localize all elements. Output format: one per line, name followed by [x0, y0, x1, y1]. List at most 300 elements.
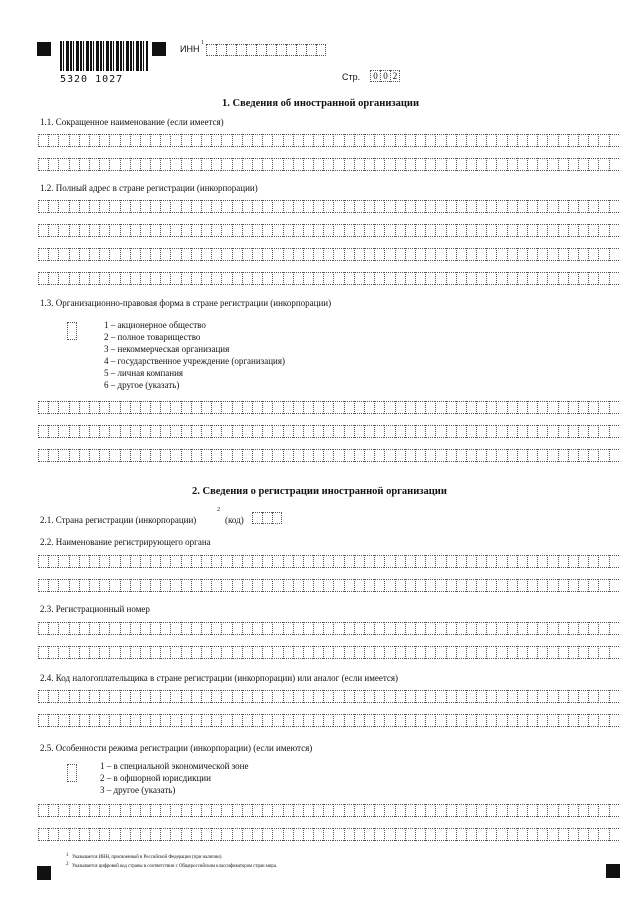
- input-cell[interactable]: [211, 272, 221, 285]
- input-cell[interactable]: [150, 646, 160, 659]
- input-cell[interactable]: [140, 272, 150, 285]
- input-cell[interactable]: [58, 828, 68, 841]
- input-cell[interactable]: [58, 804, 68, 817]
- input-cell[interactable]: [160, 272, 170, 285]
- input-cell[interactable]: [38, 449, 48, 462]
- input-cell[interactable]: [476, 714, 486, 727]
- input-cell[interactable]: [466, 828, 476, 841]
- input-cell[interactable]: [456, 828, 466, 841]
- input-cell[interactable]: [384, 714, 394, 727]
- input-cell[interactable]: [313, 224, 323, 237]
- input-cell[interactable]: [568, 401, 578, 414]
- input-cell[interactable]: [405, 158, 415, 171]
- input-cell[interactable]: [221, 200, 231, 213]
- input-cell[interactable]: [578, 579, 588, 592]
- input-cell[interactable]: [364, 200, 374, 213]
- input-cell[interactable]: [293, 425, 303, 438]
- input-cell[interactable]: [558, 401, 568, 414]
- input-cell[interactable]: [466, 425, 476, 438]
- input-cell[interactable]: [109, 714, 119, 727]
- input-cell[interactable]: [58, 134, 68, 147]
- input-cell[interactable]: [374, 449, 384, 462]
- input-cell[interactable]: [578, 401, 588, 414]
- input-cell[interactable]: [333, 272, 343, 285]
- input-cell[interactable]: [507, 622, 517, 635]
- input-cell[interactable]: [507, 134, 517, 147]
- input-cell[interactable]: [211, 425, 221, 438]
- input-cell[interactable]: [609, 248, 619, 261]
- input-cell[interactable]: [313, 579, 323, 592]
- input-cell[interactable]: [191, 555, 201, 568]
- input-cell[interactable]: [283, 804, 293, 817]
- input-cell[interactable]: [446, 690, 456, 703]
- input-cell[interactable]: [333, 714, 343, 727]
- input-cell[interactable]: [191, 449, 201, 462]
- input-cell[interactable]: [89, 690, 99, 703]
- input-cell[interactable]: [435, 401, 445, 414]
- input-cell[interactable]: [89, 272, 99, 285]
- input-cell[interactable]: [48, 200, 58, 213]
- input-cell[interactable]: [272, 579, 282, 592]
- input-cell[interactable]: [313, 449, 323, 462]
- input-cell[interactable]: [405, 401, 415, 414]
- input-cell[interactable]: [69, 200, 79, 213]
- input-cell[interactable]: [242, 579, 252, 592]
- input-cell[interactable]: [242, 646, 252, 659]
- registration-regime-other-row-1[interactable]: [38, 804, 619, 817]
- input-cell[interactable]: [191, 804, 201, 817]
- input-cell[interactable]: [415, 272, 425, 285]
- input-cell[interactable]: [140, 622, 150, 635]
- input-cell[interactable]: [150, 425, 160, 438]
- input-cell[interactable]: [547, 804, 557, 817]
- input-cell[interactable]: [201, 449, 211, 462]
- input-cell[interactable]: [109, 579, 119, 592]
- input-cell[interactable]: [446, 425, 456, 438]
- input-cell[interactable]: [364, 272, 374, 285]
- input-cell[interactable]: [170, 646, 180, 659]
- input-cell[interactable]: [272, 449, 282, 462]
- input-cell[interactable]: [547, 714, 557, 727]
- input-cell[interactable]: [537, 828, 547, 841]
- input-cell[interactable]: [181, 425, 191, 438]
- input-cell[interactable]: [221, 449, 231, 462]
- input-cell[interactable]: [354, 248, 364, 261]
- input-cell[interactable]: [293, 555, 303, 568]
- input-cell[interactable]: [323, 134, 333, 147]
- input-cell[interactable]: [598, 200, 608, 213]
- input-cell[interactable]: [425, 646, 435, 659]
- input-cell[interactable]: [79, 449, 89, 462]
- input-cell[interactable]: [558, 804, 568, 817]
- input-cell[interactable]: [588, 555, 598, 568]
- input-cell[interactable]: [547, 579, 557, 592]
- input-cell[interactable]: [109, 690, 119, 703]
- input-cell[interactable]: [160, 690, 170, 703]
- input-cell[interactable]: [384, 134, 394, 147]
- input-cell[interactable]: [303, 690, 313, 703]
- input-cell[interactable]: [354, 272, 364, 285]
- input-cell[interactable]: [323, 579, 333, 592]
- input-cell[interactable]: [456, 622, 466, 635]
- input-cell[interactable]: [547, 158, 557, 171]
- input-cell[interactable]: [384, 224, 394, 237]
- input-cell[interactable]: [496, 200, 506, 213]
- input-cell[interactable]: [517, 622, 527, 635]
- input-cell[interactable]: [456, 579, 466, 592]
- input-cell[interactable]: [160, 646, 170, 659]
- input-cell[interactable]: [99, 714, 109, 727]
- input-cell[interactable]: [507, 646, 517, 659]
- input-cell[interactable]: [405, 714, 415, 727]
- input-cell[interactable]: [588, 224, 598, 237]
- input-cell[interactable]: [507, 224, 517, 237]
- input-cell[interactable]: [38, 690, 48, 703]
- input-cell[interactable]: [344, 804, 354, 817]
- input-cell[interactable]: [435, 555, 445, 568]
- input-cell[interactable]: [170, 158, 180, 171]
- input-cell[interactable]: [333, 248, 343, 261]
- input-cell[interactable]: [38, 425, 48, 438]
- input-cell[interactable]: [89, 425, 99, 438]
- input-cell[interactable]: [507, 449, 517, 462]
- input-cell[interactable]: [354, 690, 364, 703]
- input-cell[interactable]: [507, 804, 517, 817]
- input-cell[interactable]: [170, 425, 180, 438]
- input-cell[interactable]: [588, 272, 598, 285]
- input-cell[interactable]: [252, 224, 262, 237]
- input-cell[interactable]: [293, 714, 303, 727]
- input-cell[interactable]: [558, 555, 568, 568]
- input-cell[interactable]: [232, 425, 242, 438]
- input-cell[interactable]: [527, 555, 537, 568]
- input-cell[interactable]: [384, 646, 394, 659]
- input-cell[interactable]: [354, 200, 364, 213]
- input-cell[interactable]: [303, 272, 313, 285]
- input-cell[interactable]: [201, 401, 211, 414]
- input-cell[interactable]: [38, 224, 48, 237]
- input-cell[interactable]: [262, 449, 272, 462]
- input-cell[interactable]: [486, 690, 496, 703]
- input-cell[interactable]: [79, 224, 89, 237]
- input-cell[interactable]: [150, 224, 160, 237]
- input-cell[interactable]: [384, 425, 394, 438]
- address-row-2[interactable]: [38, 224, 619, 237]
- input-cell[interactable]: [425, 579, 435, 592]
- input-cell[interactable]: [374, 690, 384, 703]
- input-cell[interactable]: [211, 555, 221, 568]
- input-cell[interactable]: [415, 224, 425, 237]
- input-cell[interactable]: [262, 714, 272, 727]
- input-cell[interactable]: [283, 622, 293, 635]
- input-cell[interactable]: [598, 646, 608, 659]
- input-cell[interactable]: [252, 449, 262, 462]
- input-cell[interactable]: [425, 401, 435, 414]
- input-cell[interactable]: [303, 158, 313, 171]
- input-cell[interactable]: [120, 828, 130, 841]
- input-cell[interactable]: [191, 622, 201, 635]
- input-cell[interactable]: [79, 804, 89, 817]
- input-cell[interactable]: [252, 579, 262, 592]
- input-cell[interactable]: [374, 714, 384, 727]
- input-cell[interactable]: [48, 425, 58, 438]
- input-cell[interactable]: [344, 622, 354, 635]
- input-cell[interactable]: [293, 622, 303, 635]
- input-cell[interactable]: [364, 714, 374, 727]
- input-cell[interactable]: [517, 828, 527, 841]
- input-cell[interactable]: [527, 425, 537, 438]
- input-cell[interactable]: [303, 714, 313, 727]
- input-cell[interactable]: [374, 224, 384, 237]
- input-cell[interactable]: [48, 828, 58, 841]
- input-cell[interactable]: [395, 449, 405, 462]
- input-cell[interactable]: [130, 248, 140, 261]
- input-cell[interactable]: [211, 714, 221, 727]
- input-cell[interactable]: [446, 224, 456, 237]
- inn-field[interactable]: [206, 44, 326, 56]
- input-cell[interactable]: [364, 158, 374, 171]
- input-cell[interactable]: [283, 714, 293, 727]
- input-cell[interactable]: [446, 579, 456, 592]
- input-cell[interactable]: [252, 401, 262, 414]
- input-cell[interactable]: [313, 272, 323, 285]
- input-cell[interactable]: [211, 449, 221, 462]
- input-cell[interactable]: [232, 158, 242, 171]
- input-cell[interactable]: [211, 248, 221, 261]
- input-cell[interactable]: [558, 646, 568, 659]
- input-cell[interactable]: [170, 200, 180, 213]
- input-cell[interactable]: [395, 134, 405, 147]
- input-cell[interactable]: [109, 134, 119, 147]
- input-cell[interactable]: [578, 158, 588, 171]
- input-cell[interactable]: [435, 200, 445, 213]
- input-cell[interactable]: [221, 224, 231, 237]
- input-cell[interactable]: [38, 828, 48, 841]
- input-cell[interactable]: [435, 449, 445, 462]
- registration-number-row-2[interactable]: [38, 646, 619, 659]
- input-cell[interactable]: [578, 449, 588, 462]
- input-cell[interactable]: [58, 690, 68, 703]
- input-cell[interactable]: [120, 714, 130, 727]
- input-cell[interactable]: [283, 272, 293, 285]
- input-cell[interactable]: [170, 248, 180, 261]
- input-cell[interactable]: [476, 425, 486, 438]
- input-cell[interactable]: [435, 158, 445, 171]
- input-cell[interactable]: [89, 646, 99, 659]
- input-cell[interactable]: [313, 714, 323, 727]
- input-cell[interactable]: [333, 646, 343, 659]
- input-cell[interactable]: [435, 224, 445, 237]
- input-cell[interactable]: [242, 828, 252, 841]
- input-cell[interactable]: [140, 158, 150, 171]
- input-cell[interactable]: [221, 134, 231, 147]
- input-cell[interactable]: [58, 622, 68, 635]
- input-cell[interactable]: [374, 158, 384, 171]
- input-cell[interactable]: [201, 555, 211, 568]
- input-cell[interactable]: [374, 828, 384, 841]
- input-cell[interactable]: [578, 622, 588, 635]
- input-cell[interactable]: [201, 804, 211, 817]
- input-cell[interactable]: [568, 714, 578, 727]
- input-cell[interactable]: [262, 200, 272, 213]
- input-cell[interactable]: [374, 622, 384, 635]
- input-cell[interactable]: [507, 828, 517, 841]
- input-cell[interactable]: [435, 272, 445, 285]
- input-cell[interactable]: [578, 272, 588, 285]
- input-cell[interactable]: [374, 425, 384, 438]
- input-cell[interactable]: [150, 690, 160, 703]
- input-cell[interactable]: [425, 158, 435, 171]
- input-cell[interactable]: [588, 200, 598, 213]
- registering-authority-row-1[interactable]: [38, 555, 619, 568]
- input-cell[interactable]: [558, 449, 568, 462]
- input-cell[interactable]: [242, 200, 252, 213]
- input-cell[interactable]: [58, 272, 68, 285]
- input-cell[interactable]: [384, 579, 394, 592]
- input-cell[interactable]: [48, 646, 58, 659]
- input-cell[interactable]: [364, 425, 374, 438]
- input-cell[interactable]: [486, 158, 496, 171]
- input-cell[interactable]: [272, 224, 282, 237]
- input-cell[interactable]: [120, 401, 130, 414]
- input-cell[interactable]: [130, 134, 140, 147]
- registration-regime-other-row-2[interactable]: [38, 828, 619, 841]
- input-cell[interactable]: [69, 714, 79, 727]
- input-cell[interactable]: [547, 555, 557, 568]
- input-cell[interactable]: [58, 555, 68, 568]
- input-cell[interactable]: [476, 579, 486, 592]
- input-cell[interactable]: [246, 44, 256, 56]
- input-cell[interactable]: [507, 579, 517, 592]
- input-cell[interactable]: [160, 425, 170, 438]
- input-cell[interactable]: [160, 804, 170, 817]
- input-cell[interactable]: [181, 200, 191, 213]
- input-cell[interactable]: [568, 449, 578, 462]
- input-cell[interactable]: [456, 425, 466, 438]
- input-cell[interactable]: [293, 158, 303, 171]
- input-cell[interactable]: [496, 224, 506, 237]
- input-cell[interactable]: [58, 224, 68, 237]
- input-cell[interactable]: [232, 622, 242, 635]
- input-cell[interactable]: [150, 272, 160, 285]
- input-cell[interactable]: [558, 224, 568, 237]
- input-cell[interactable]: [69, 425, 79, 438]
- input-cell[interactable]: [48, 134, 58, 147]
- input-cell[interactable]: [425, 449, 435, 462]
- input-cell[interactable]: [598, 622, 608, 635]
- input-cell[interactable]: [578, 134, 588, 147]
- input-cell[interactable]: [79, 579, 89, 592]
- input-cell[interactable]: [537, 200, 547, 213]
- input-cell[interactable]: [130, 200, 140, 213]
- input-cell[interactable]: [486, 828, 496, 841]
- input-cell[interactable]: [517, 714, 527, 727]
- input-cell[interactable]: [547, 248, 557, 261]
- input-cell[interactable]: [69, 622, 79, 635]
- input-cell[interactable]: [486, 425, 496, 438]
- input-cell[interactable]: [272, 690, 282, 703]
- input-cell[interactable]: [344, 555, 354, 568]
- input-cell[interactable]: [252, 828, 262, 841]
- input-cell[interactable]: [374, 401, 384, 414]
- input-cell[interactable]: [120, 690, 130, 703]
- input-cell[interactable]: [283, 248, 293, 261]
- input-cell[interactable]: [191, 828, 201, 841]
- input-cell[interactable]: [537, 425, 547, 438]
- input-cell[interactable]: [344, 134, 354, 147]
- input-cell[interactable]: [415, 158, 425, 171]
- input-cell[interactable]: [496, 401, 506, 414]
- input-cell[interactable]: [527, 158, 537, 171]
- input-cell[interactable]: [120, 555, 130, 568]
- input-cell[interactable]: [323, 646, 333, 659]
- input-cell[interactable]: [496, 690, 506, 703]
- input-cell[interactable]: [38, 401, 48, 414]
- input-cell[interactable]: [415, 622, 425, 635]
- legal-form-other-row-3[interactable]: [38, 449, 619, 462]
- input-cell[interactable]: [476, 622, 486, 635]
- input-cell[interactable]: [283, 401, 293, 414]
- address-row-1[interactable]: [38, 200, 619, 213]
- input-cell[interactable]: [201, 200, 211, 213]
- input-cell[interactable]: [232, 449, 242, 462]
- input-cell[interactable]: [558, 714, 568, 727]
- input-cell[interactable]: [446, 622, 456, 635]
- input-cell[interactable]: [435, 714, 445, 727]
- input-cell[interactable]: [415, 134, 425, 147]
- input-cell[interactable]: [140, 401, 150, 414]
- input-cell[interactable]: [598, 449, 608, 462]
- input-cell[interactable]: [130, 804, 140, 817]
- input-cell[interactable]: [79, 200, 89, 213]
- input-cell[interactable]: [130, 425, 140, 438]
- input-cell[interactable]: [537, 248, 547, 261]
- input-cell[interactable]: [405, 425, 415, 438]
- input-cell[interactable]: [496, 714, 506, 727]
- input-cell[interactable]: [446, 804, 456, 817]
- input-cell[interactable]: [211, 158, 221, 171]
- input-cell[interactable]: [425, 134, 435, 147]
- input-cell[interactable]: [191, 690, 201, 703]
- input-cell[interactable]: [609, 622, 619, 635]
- input-cell[interactable]: [476, 134, 486, 147]
- input-cell[interactable]: [140, 224, 150, 237]
- input-cell[interactable]: [446, 401, 456, 414]
- input-cell[interactable]: [170, 401, 180, 414]
- input-cell[interactable]: [79, 714, 89, 727]
- input-cell[interactable]: [99, 804, 109, 817]
- input-cell[interactable]: [109, 449, 119, 462]
- input-cell[interactable]: [588, 134, 598, 147]
- input-cell[interactable]: [48, 248, 58, 261]
- input-cell[interactable]: [201, 134, 211, 147]
- taxpayer-code-row-1[interactable]: [38, 690, 619, 703]
- input-cell[interactable]: [466, 272, 476, 285]
- input-cell[interactable]: [496, 248, 506, 261]
- input-cell[interactable]: [578, 425, 588, 438]
- input-cell[interactable]: [69, 579, 79, 592]
- input-cell[interactable]: [354, 401, 364, 414]
- input-cell[interactable]: [150, 158, 160, 171]
- input-cell[interactable]: [262, 804, 272, 817]
- input-cell[interactable]: [527, 828, 537, 841]
- input-cell[interactable]: [150, 134, 160, 147]
- input-cell[interactable]: [568, 555, 578, 568]
- input-cell[interactable]: [547, 828, 557, 841]
- input-cell[interactable]: [476, 449, 486, 462]
- input-cell[interactable]: [333, 134, 343, 147]
- input-cell[interactable]: [79, 690, 89, 703]
